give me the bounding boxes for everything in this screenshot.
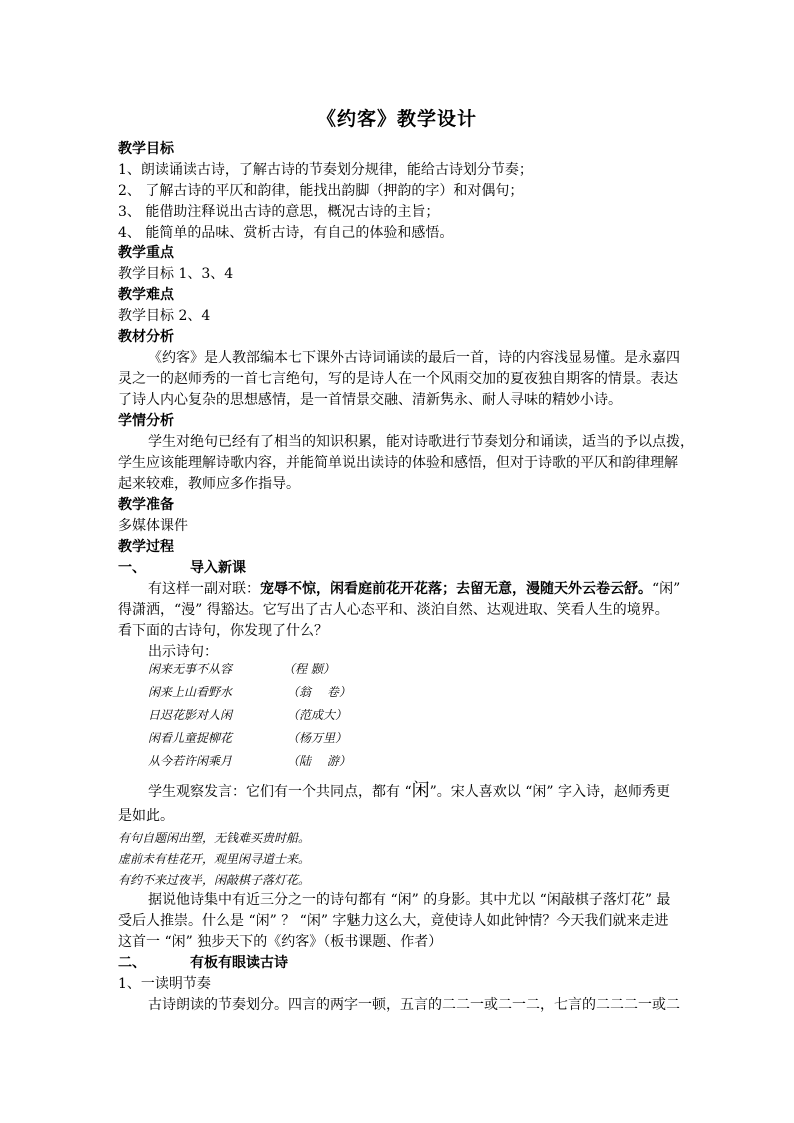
intro-line-1 (148, 579, 680, 599)
observe-line-1 (148, 781, 670, 802)
zhao-line-2: 虚前未有桂花开，观里闲寻道士来。 (118, 852, 311, 866)
observe-prefix: 学生观察发言：它们有一个共同点，都有 “ (148, 784, 412, 800)
material-line-1: 《约客》是人教部编本七下课外古诗词诵读的最后一首，诗的内容浅显易懂。是永嘉四 (148, 350, 680, 366)
page-title: 《约客》教学设计 (316, 108, 477, 130)
poem-line-1: 闲来无事不从容 (148, 662, 233, 676)
student-heading: 学情分析 (118, 413, 174, 429)
key-text: 教学目标 1、3、4 (118, 266, 234, 282)
goals-heading: 教学目标 (118, 141, 174, 157)
observe-line-2: 是如此。 (118, 808, 174, 824)
poem-line-2: 闲来上山看野水 (148, 685, 233, 699)
said-line-2: 受后人推崇。什么是 “闲” ？ “闲” 字魅力这么大，竟使诗人如此钟情？今天我们就来走进 (118, 913, 669, 929)
intro-suffix: “闲” (652, 581, 681, 597)
zhao-line-3: 有约不来过夜半，闲敲棋子落灯花。 (118, 873, 311, 887)
section-1-title: 导入新课 (190, 560, 246, 576)
rhythm-line: 古诗朗读的节奏划分。四言的两字一顿，五言的二二一或二一二，七言的二二二一或二 (148, 997, 680, 1013)
observe-highlight: 闲 (411, 780, 430, 801)
observe-suffix: ”。宋人喜欢以 “闲” 字入诗，赵师秀更 (429, 784, 670, 800)
said-line-3: 这首一 “闲” 独步天下的《约客》（板书课题、作者） (118, 934, 443, 950)
poem-author-5: （陆 游） (287, 754, 351, 768)
section-2-number: 二、 (118, 955, 146, 971)
poem-line-3: 日迟花影对人闲 (148, 708, 233, 722)
student-line-2: 学生应该能理解诗歌内容，并能简单说出读诗的体验和感悟，但对于诗歌的平仄和韵律理解 (118, 455, 678, 471)
zhao-line-1: 有句自题闲出塑，无钱难买贵时船。 (118, 831, 311, 845)
section-1-number: 一、 (118, 560, 146, 576)
material-heading: 教材分析 (118, 329, 174, 345)
goal-3: 3、 能借助注释说出古诗的意思，概况古诗的主旨； (118, 204, 440, 220)
poem-line-5: 从今若许闲乘月 (148, 754, 233, 768)
poem-line-4: 闲看儿童捉柳花 (148, 731, 233, 745)
goal-4: 4、 能简单的品味、赏析古诗，有自己的体验和感悟。 (118, 225, 454, 241)
intro-prefix: 有这样一副对联： (148, 581, 260, 597)
couplet-text: 宠辱不惊，闲看庭前花开花落；去留无意，漫随天外云卷云舒。 (260, 581, 652, 597)
poem-author-3: （范成大） (287, 708, 348, 722)
student-line-3: 起来较难，教师应多作指导。 (118, 476, 300, 492)
material-line-2: 灵之一的赵师秀的一首七言绝句，写的是诗人在一个风雨交加的夏夜独自期客的情景。表达 (118, 371, 678, 387)
goal-1: 1、朗读诵读古诗，了解古诗的节奏划分规律，能给古诗划分节奏； (118, 162, 533, 178)
prep-heading: 教学准备 (118, 497, 174, 513)
poem-author-1: （程 颢） (283, 662, 335, 676)
poem-author-2: （翁 卷） (287, 685, 351, 699)
difficulty-text: 教学目标 2、4 (118, 308, 211, 324)
prep-text: 多媒体课件 (118, 518, 188, 534)
said-line-1: 据说他诗集中有近三分之一的诗句都有 “闲” 的身影。其中尤以 “闲敲棋子落灯花” 最 (148, 892, 671, 908)
intro-line-3: 看下面的古诗句，你发现了什么？ (118, 623, 328, 639)
intro-line-2: 得潇洒，“漫” 得豁达。它写出了古人心态平和、淡泊自然、达观进取、笑看人生的境界。 (118, 602, 669, 618)
material-line-3: 了诗人内心复杂的思想感情，是一首情景交融、清新隽永、耐人寻味的精妙小诗。 (118, 392, 622, 408)
difficulty-heading: 教学难点 (118, 287, 174, 303)
key-heading: 教学重点 (118, 245, 174, 261)
show-poems-label: 出示诗句： (148, 644, 218, 660)
student-line-1: 学生对绝句已经有了相当的知识积累，能对诗歌进行节奏划分和诵读，适当的予以点拨， (148, 434, 694, 450)
poem-author-4: （杨万里） (287, 731, 348, 745)
process-heading: 教学过程 (118, 539, 174, 555)
section-2-title: 有板有眼读古诗 (190, 955, 288, 971)
goal-2: 2、 了解古诗的平仄和韵律，能找出韵脚（押韵的字）和对偶句； (118, 183, 524, 199)
subsection-1: 1、一读明节奏 (118, 976, 211, 992)
